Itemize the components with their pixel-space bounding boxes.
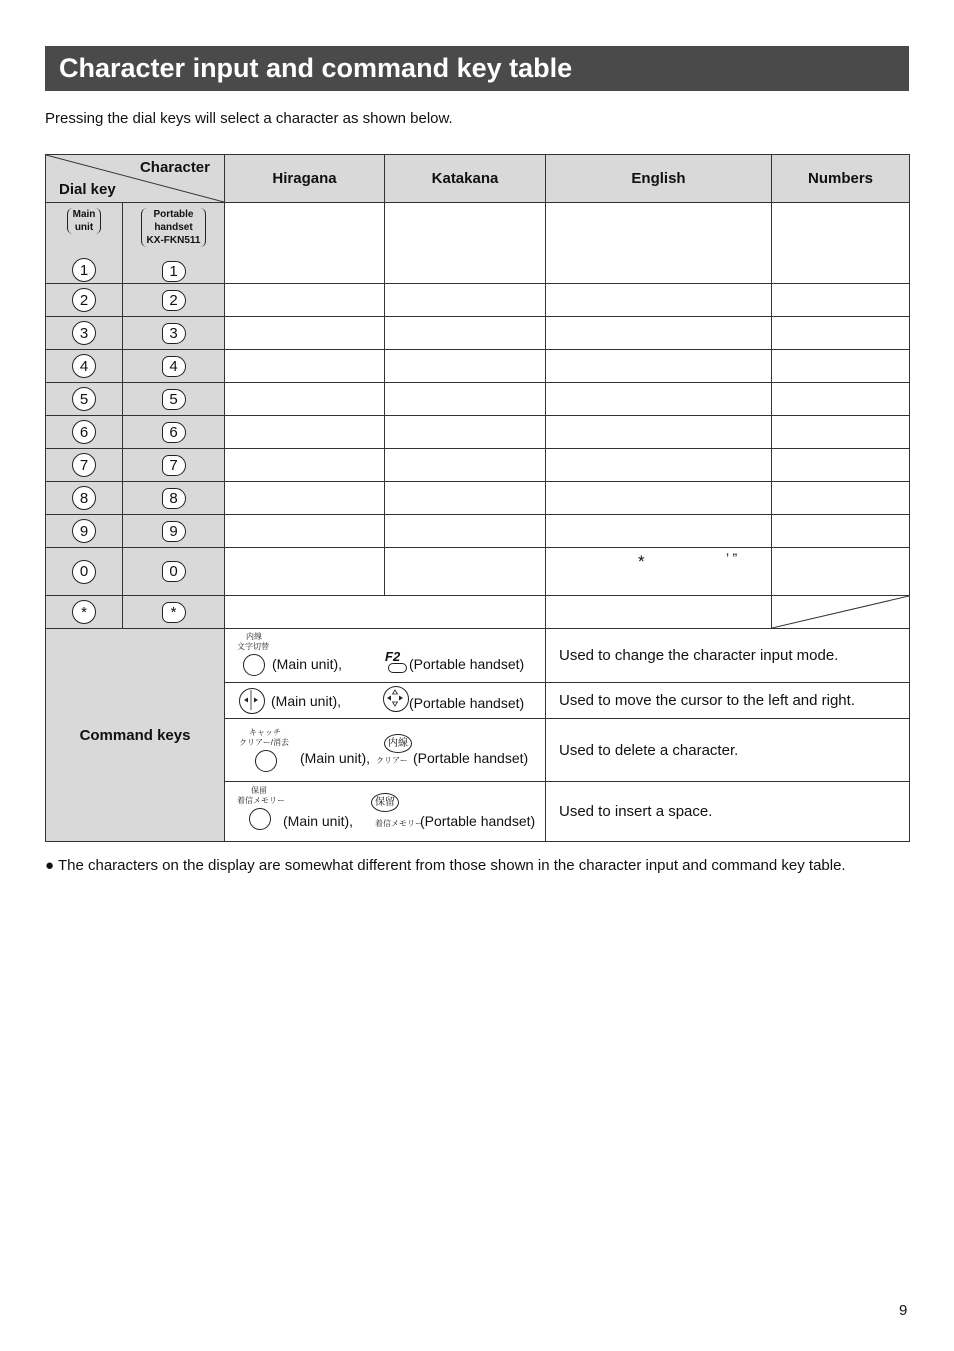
main-unit-cursor-button-icon bbox=[239, 688, 265, 714]
portable-key-9-icon: 9 bbox=[162, 521, 186, 542]
command-row-delete: キャッチ クリアー/消去 (Main unit), 内線 クリアー (Portable handset) bbox=[225, 719, 546, 782]
main-unit-key-7-icon: 7 bbox=[72, 453, 96, 477]
portable-hold-key-icon: 保留 bbox=[371, 793, 399, 812]
page-title: Character input and command key table bbox=[59, 53, 573, 83]
moji-kirikae-label: 文字切替 bbox=[237, 642, 269, 651]
hiragana-cell bbox=[225, 203, 385, 284]
main-unit-key-3-icon: 3 bbox=[72, 321, 96, 345]
command-space-desc: Used to insert a space. bbox=[546, 782, 910, 842]
portable-key-6-icon: 6 bbox=[162, 422, 186, 443]
portable-key-2-icon: 2 bbox=[162, 290, 186, 311]
main-unit-key-5-icon: 5 bbox=[72, 387, 96, 411]
f2-button-icon bbox=[388, 663, 407, 673]
main-unit-key-4-icon: 4 bbox=[72, 354, 96, 378]
character-table bbox=[45, 154, 910, 842]
portable-naisen-key-icon: 内線 bbox=[384, 734, 412, 753]
main-unit-key-1-icon: 1 bbox=[72, 258, 96, 282]
header-english: English bbox=[546, 155, 772, 203]
portable-key-3-icon: 3 bbox=[162, 323, 186, 344]
katakana-cell bbox=[385, 203, 546, 284]
portable-handset-label: Portable handset KX-FKN511 bbox=[141, 208, 207, 247]
main-unit-key-1-cell bbox=[46, 203, 123, 284]
portable-key-1-cell bbox=[123, 203, 225, 284]
corner-dial-key-label: Dial key bbox=[59, 181, 116, 198]
command-delete-desc: Used to delete a character. bbox=[546, 719, 910, 782]
main-unit-clear-button-icon bbox=[255, 750, 277, 772]
portable-key-5-icon: 5 bbox=[162, 389, 186, 410]
main-unit-key-star-icon: * bbox=[72, 600, 96, 624]
main-unit-key-0-icon: 0 bbox=[72, 560, 96, 584]
command-cursor-desc: Used to move the cursor to the left and right. bbox=[546, 683, 910, 719]
title-bar bbox=[45, 46, 909, 91]
main-unit-key-2-icon: 2 bbox=[72, 288, 96, 312]
numbers-cell bbox=[772, 203, 910, 284]
corner-character-label: Character bbox=[139, 159, 210, 176]
main-unit-key-8-icon: 8 bbox=[72, 486, 96, 510]
portable-key-star-icon: * bbox=[162, 602, 186, 623]
english-zero-quotes: ’ ” bbox=[726, 550, 738, 566]
portable-key-8-icon: 8 bbox=[162, 488, 186, 509]
command-row-space: 保留 着信メモリー (Main unit), 保留 着信メモリー (Portable handset) bbox=[225, 782, 546, 842]
portable-key-7-icon: 7 bbox=[162, 455, 186, 476]
command-keys-label: Command keys bbox=[46, 629, 225, 842]
portable-key-4-icon: 4 bbox=[162, 356, 186, 377]
numbers-star-empty-cell bbox=[772, 596, 910, 629]
main-unit-key-9-icon: 9 bbox=[72, 519, 96, 543]
main-unit-mode-button-icon bbox=[243, 654, 265, 676]
f2-key-icon: F2 bbox=[385, 649, 401, 664]
page-number: 9 bbox=[899, 1302, 908, 1319]
portable-navigator-key-icon bbox=[383, 686, 409, 712]
header-katakana: Katakana bbox=[385, 155, 546, 203]
command-row-mode: 内線 文字切替 (Main unit), F2 (Portable handset) bbox=[225, 629, 546, 683]
footnote: ● The characters on the display are somewhat different from those shown in the character input and command key table. bbox=[45, 857, 846, 874]
main-unit-key-6-icon: 6 bbox=[72, 420, 96, 444]
naisen-label: 内線 bbox=[246, 632, 262, 641]
main-unit-label: Main unit bbox=[67, 208, 102, 234]
portable-key-0-icon: 0 bbox=[162, 561, 186, 582]
english-cell bbox=[546, 203, 772, 284]
intro-text: Pressing the dial keys will select a character as shown below. bbox=[45, 110, 453, 127]
header-numbers: Numbers bbox=[772, 155, 910, 203]
english-zero-cell bbox=[546, 548, 772, 596]
main-unit-hold-button-icon bbox=[249, 808, 271, 830]
english-zero-asterisk: * bbox=[638, 552, 645, 571]
command-mode-desc: Used to change the character input mode. bbox=[546, 629, 910, 683]
corner-header bbox=[46, 155, 225, 203]
header-hiragana: Hiragana bbox=[225, 155, 385, 203]
command-row-cursor: (Main unit), (Portable handset) bbox=[225, 683, 546, 719]
portable-key-1-icon: 1 bbox=[162, 261, 186, 282]
